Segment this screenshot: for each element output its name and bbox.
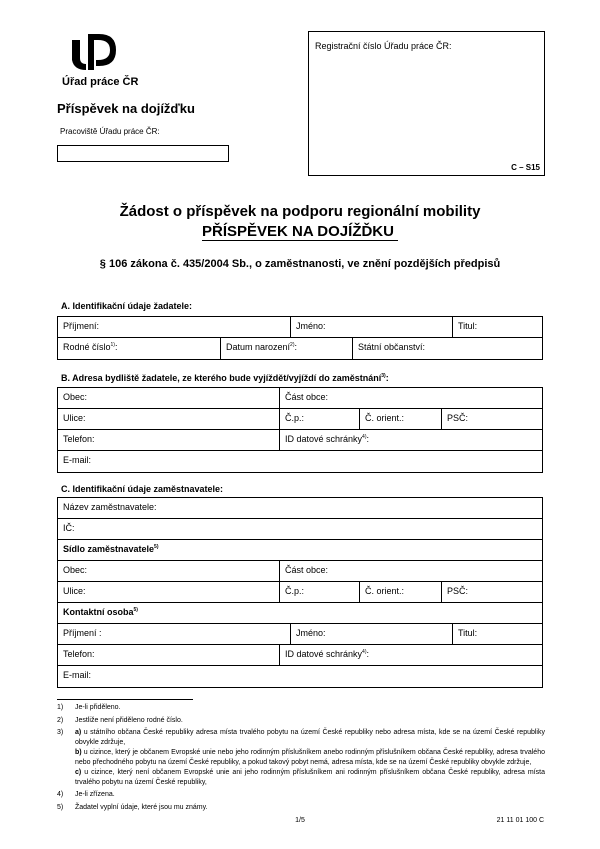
employer-orient-no-field[interactable]: Č. orient.:: [359, 582, 441, 602]
table-row: [58, 603, 542, 624]
applicant-municipality-field[interactable]: Obec:: [63, 392, 88, 402]
applicant-district-field[interactable]: Část obce:: [279, 388, 542, 408]
employer-district-field[interactable]: Část obce:: [279, 561, 542, 581]
table-row: [58, 498, 542, 519]
contact-surname-field[interactable]: Příjmení :: [63, 628, 102, 638]
document-code: 21 11 01 100 C: [496, 817, 544, 824]
employer-street-field[interactable]: Ulice:: [63, 586, 86, 596]
section-b-heading: B. Adresa bydliště žadatele, ze kterého bude vyjíždět/vyjíždí do zaměstnání$^{3)}$:: [61, 373, 389, 383]
applicant-email-field[interactable]: E-mail:: [63, 455, 92, 465]
registration-box[interactable]: [308, 31, 545, 176]
form-code: C – S15: [511, 163, 540, 172]
footnote: 4) Je-li zřízena.: [57, 791, 115, 798]
workplace-field[interactable]: [57, 145, 229, 162]
applicant-surname-field[interactable]: Příjmení:: [63, 321, 100, 331]
urad-prace-logo: [62, 30, 122, 74]
table-row: [58, 540, 542, 561]
form-subtitle: PŘÍSPĚVEK NA DOJÍŽĎKU: [0, 223, 600, 240]
contact-first-name-field[interactable]: Jméno:: [290, 624, 452, 644]
footnotes: [57, 703, 545, 815]
org-name: Úřad práce ČR: [62, 76, 139, 88]
footnote-divider: [57, 699, 193, 700]
table-row: [58, 409, 542, 430]
form-title: Žádost o příspěvek na podporu regionální mobility: [119, 203, 481, 220]
applicant-first-name-field[interactable]: Jméno:: [290, 317, 452, 337]
table-row: [58, 645, 542, 666]
section-a-heading: A. Identifikační údaje žadatele:: [61, 301, 193, 311]
contact-degree-field[interactable]: Titul:: [452, 624, 542, 644]
table-row: [58, 317, 542, 338]
table-row: [58, 519, 542, 540]
footnote: 3) a) u státního občana České republiky adresa místa trvalého pobytu na území České republiky nebo adresa místa, kde se na území České republiky obvykle zdržuje, b) u cizince, který je občanem Evropské unie nebo jeho rodinným příslušníkem anebo rodinným příslušníkem občana České republiky, adresa trvalého nebo přechodného pobytu na území České republiky, a pokud takový pobyt nemá, adresa místa, kde se na území České republiky obvykle zdržuje, c) u cizince, který není občanem Evropské unie ani jeho rodinným příslušníkem ani rodinným příslušníkem občana České republiky, adresa místa trvalého pobytu na území České republiky,: [57, 729, 545, 786]
footnote: 5) Žadatel vyplní údaje, které jsou mu známy.: [57, 803, 208, 811]
table-row: [58, 388, 542, 409]
form-name: Příspěvek na dojížďku: [57, 101, 195, 116]
contact-person-heading: Kontaktní osoba$^{5)}$: [63, 607, 138, 617]
section-a-table: [57, 316, 543, 360]
contact-email-field[interactable]: E-mail:: [63, 670, 92, 680]
footnote: 2) Jestliže není přiděleno rodné číslo.: [57, 716, 183, 724]
contact-databox-field[interactable]: ID datové schránky$^{4)}$:: [279, 645, 542, 665]
section-c-table: [57, 497, 543, 688]
applicant-house-no-field[interactable]: Č.p.:: [279, 409, 359, 429]
table-row: [58, 451, 542, 472]
employer-municipality-field[interactable]: Obec:: [63, 565, 88, 575]
applicant-degree-field[interactable]: Titul:: [452, 317, 542, 337]
applicant-citizenship-field[interactable]: Státní občanství:: [352, 338, 542, 359]
table-row: [58, 338, 542, 359]
employer-ico-field[interactable]: IČ:: [63, 523, 75, 533]
applicant-orient-no-field[interactable]: Č. orient.:: [359, 409, 441, 429]
applicant-phone-field[interactable]: Telefon:: [63, 434, 95, 444]
employer-seat-heading: Sídlo zaměstnavatele$^{5)}$: [63, 544, 159, 554]
employer-house-no-field[interactable]: Č.p.:: [279, 582, 359, 602]
employer-zip-field[interactable]: PSČ:: [441, 582, 542, 602]
contact-phone-field[interactable]: Telefon:: [63, 649, 95, 659]
applicant-databox-field[interactable]: ID datové schránky$^{4)}$:: [279, 430, 542, 450]
page-number: 1/5: [295, 817, 305, 824]
section-c-heading: C. Identifikační údaje zaměstnavatele:: [61, 484, 224, 494]
applicant-birth-date-field[interactable]: Datum narození$^{2)}$:: [220, 338, 352, 359]
workplace-label: Pracoviště Úřadu práce ČR:: [60, 127, 160, 136]
footnote: 1) Je-li přiděleno.: [57, 704, 121, 711]
registration-label: Registrační číslo Úřadu práce ČR:: [315, 41, 452, 51]
table-row: [58, 624, 542, 645]
applicant-street-field[interactable]: Ulice:: [63, 413, 86, 423]
table-row: [58, 430, 542, 451]
applicant-zip-field[interactable]: PSČ:: [441, 409, 542, 429]
section-b-table: [57, 387, 543, 473]
table-row: [58, 666, 542, 687]
table-row: [58, 561, 542, 582]
table-row: [58, 582, 542, 603]
employer-name-field[interactable]: Název zaměstnavatele:: [63, 502, 157, 512]
law-reference: § 106 zákona č. 435/2004 Sb., o zaměstnanosti, ve znění pozdějších předpisů: [99, 258, 501, 270]
applicant-birth-number-field[interactable]: Rodné číslo$^{1)}$:: [63, 342, 118, 352]
